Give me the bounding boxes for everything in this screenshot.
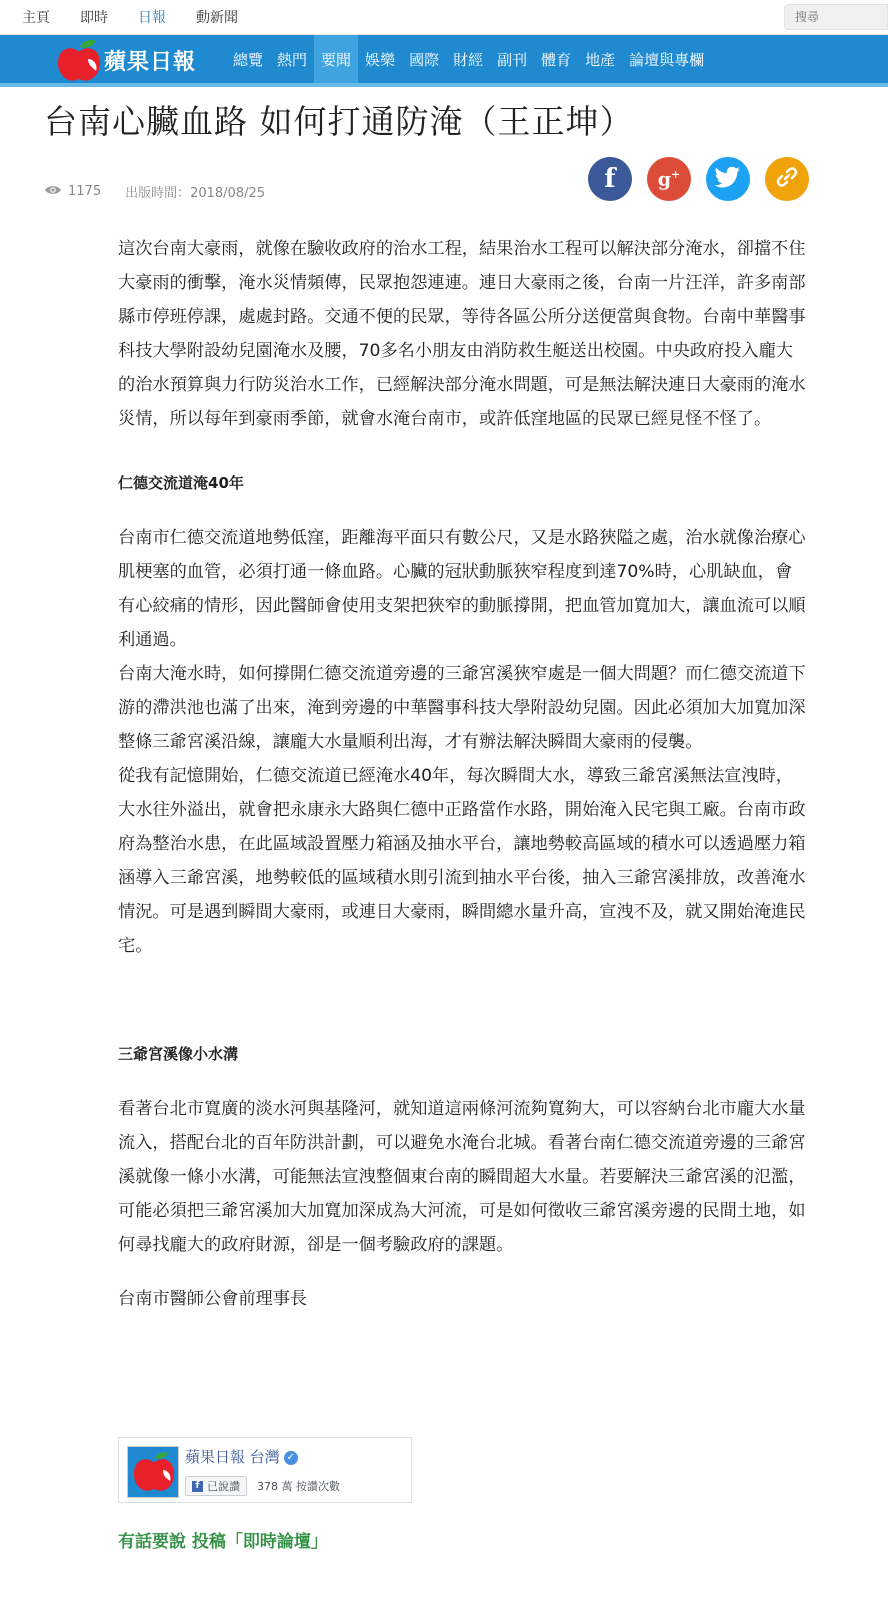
top-nav-home[interactable]: 主頁 xyxy=(22,10,50,26)
top-utility-bar xyxy=(0,0,888,35)
view-count: 1175 xyxy=(68,184,102,199)
article-title: 台南心臟血路 如何打通防淹（王正坤） xyxy=(44,102,634,141)
page-name[interactable] xyxy=(185,1446,298,1467)
section-international[interactable]: 國際 xyxy=(409,50,440,69)
facebook-icon: f xyxy=(192,1481,203,1492)
like-button[interactable] xyxy=(185,1476,247,1496)
author-title: 台南市醫師公會前理事長 xyxy=(118,1289,308,1309)
paragraph-3: 台南大淹水時，如何撐開仁德交流道旁邊的三爺宮溪狹窄處是一個大問題？而仁德交流道下游的滯洪池也滿了出來，淹到旁邊的中華醫事科技大學附設幼兒園。因此必須加大加寬加深整條三爺宮溪沿線，讓龐大水量順利出海，才有辦法解決瞬間大豪雨的侵襲。 xyxy=(118,664,806,752)
twitter-share-button[interactable] xyxy=(706,157,750,201)
google-plus-icon: g+ xyxy=(657,167,681,191)
paragraph-1: 這次台南大豪雨，就像在驗收政府的治水工程，結果治水工程可以解決部分淹水，卻擋不住大豪雨的衝擊，淹水災情頻傳，民眾抱怨連連。連日大豪雨之後，台南一片汪洋，許多南部縣市停班停課，處處封路。交通不便的民眾，等待各區公所分送便當與食物。台南中華醫事科技大學附設幼兒園淹水及腰，70多名小朋友由消防救生艇送出校園。中央政府投入龐大的治水預算與力行防災治水工作，已經解決部分淹水問題，可是無法解決連日大豪雨的淹水災情，所以每年到豪雨季節，就會水淹台南市，或許低窪地區的民眾已經見怪不怪了。 xyxy=(118,239,806,429)
paragraph-5: 看著台北市寬廣的淡水河與基隆河，就知道這兩條河流夠寬夠大，可以容納台北市龐大水量流入，搭配台北的百年防洪計劃，可以避免水淹台北城。看著台南仁德交流道旁邊的三爺宮溪就像一條小水溝，可能無法宣洩整個東台南的瞬間超大水量。若要解決三爺宮溪的氾濫，可能必須把三爺宮溪加大加寬加深成為大河流，可是如何徵收三爺宮溪旁邊的民間土地，如何尋找龐大的政府財源，卻是一個考驗政府的課題。 xyxy=(118,1099,806,1255)
logo-text: 蘋果日報 xyxy=(104,49,197,75)
apple-daily-logo[interactable] xyxy=(54,37,196,83)
top-nav-realtime[interactable]: 即時 xyxy=(80,10,108,26)
like-count: 378 萬 按讚次數 xyxy=(257,1480,340,1493)
page-name-text: 蘋果日報 台灣 xyxy=(185,1448,280,1466)
apple-logo-icon xyxy=(54,37,102,83)
article-meta xyxy=(44,182,265,201)
verified-check-icon: ✓ xyxy=(284,1451,298,1465)
subheading-rende-interchange: 仁德交流道淹40年 xyxy=(118,474,244,492)
top-nav-animated-news[interactable]: 動新聞 xyxy=(196,10,238,26)
main-nav-bar xyxy=(0,35,888,87)
section-sports[interactable]: 體育 xyxy=(541,50,572,69)
facebook-share-button[interactable] xyxy=(588,157,632,201)
share-buttons xyxy=(588,157,824,201)
eye-icon xyxy=(44,184,62,200)
section-real-estate[interactable]: 地產 xyxy=(585,50,616,69)
section-entertainment[interactable]: 娛樂 xyxy=(365,50,396,69)
submit-to-forum-link[interactable]: 有話要說 投稿「即時論壇」 xyxy=(118,1532,328,1552)
section-overview[interactable]: 總覽 xyxy=(233,50,264,69)
like-button-label: 已說讚 xyxy=(207,1480,240,1493)
copy-link-share-button[interactable] xyxy=(765,157,809,201)
link-icon xyxy=(776,166,798,192)
section-popular[interactable]: 熱門 xyxy=(277,50,308,69)
section-nav xyxy=(226,35,711,83)
page-avatar xyxy=(127,1446,179,1498)
facebook-page-widget[interactable] xyxy=(118,1437,412,1503)
twitter-icon xyxy=(715,166,741,192)
top-nav-daily[interactable]: 日報 xyxy=(138,10,166,26)
section-supplement[interactable]: 副刊 xyxy=(497,50,528,69)
top-nav xyxy=(22,0,268,34)
section-finance[interactable]: 財經 xyxy=(453,50,484,69)
section-headlines[interactable]: 要聞 xyxy=(314,35,358,83)
google-plus-share-button[interactable] xyxy=(647,157,691,201)
subheading-sanyegong-creek: 三爺宮溪像小水溝 xyxy=(118,1045,239,1063)
article-body xyxy=(118,232,808,1316)
paragraph-4: 從我有記憶開始，仁德交流道已經淹水40年，每次瞬間大水，導致三爺宮溪無法宣洩時，大水往外溢出，就會把永康永大路與仁德中正路當作水路，開始淹入民宅與工廠。台南市政府為整治水患，在此區域設置壓力箱涵及抽水平台，讓地勢較高區域的積水可以透過壓力箱涵導入三爺宮溪，地勢較低的區域積水則引流到抽水平台後，抽入三爺宮溪排放，改善淹水情況。可是遇到瞬間大豪雨，或連日大豪雨，瞬間總水量升高，宣洩不及，就又開始淹進民宅。 xyxy=(118,766,806,956)
section-forum-columns[interactable]: 論壇與專欄 xyxy=(629,50,705,69)
publish-date: 出版時間：2018/08/25 xyxy=(125,186,266,201)
facebook-icon: f xyxy=(604,164,616,194)
paragraph-2: 台南市仁德交流道地勢低窪，距離海平面只有數公尺，又是水路狹隘之處，治水就像治療心肌梗塞的血管，必須打通一條血路。心臟的冠狀動脈狹窄程度到達70%時，心肌缺血，會有心絞痛的情形，因此醫師會使用支架把狹窄的動脈撐開，把血管加寬加大，讓血流可以順利通過。 xyxy=(118,528,806,650)
search-input[interactable] xyxy=(784,4,888,30)
